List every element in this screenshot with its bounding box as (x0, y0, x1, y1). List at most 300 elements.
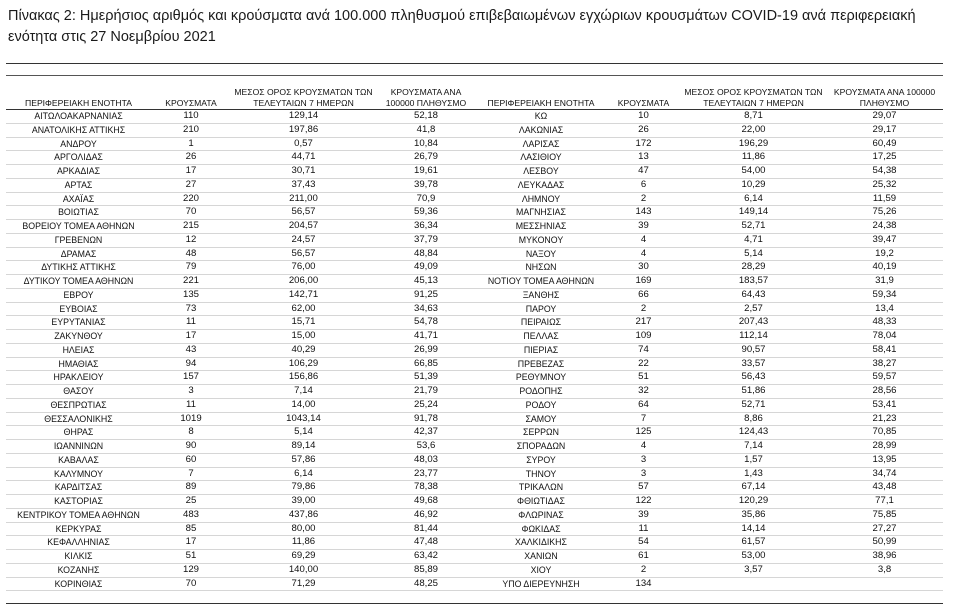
avg7-right: 53,00 (681, 550, 826, 564)
avg7-left: 56,57 (231, 206, 376, 220)
avg7-right: 124,43 (681, 426, 826, 440)
region-name-right: ΞΑΝΘΗΣ (476, 288, 606, 302)
table-row (6, 151, 943, 165)
avg7-right: 1,43 (681, 467, 826, 481)
cases-left: 7 (151, 467, 231, 481)
per100k-left: 54,78 (376, 316, 476, 330)
per100k-left: 36,34 (376, 220, 476, 234)
region-name-right: ΤΡΙΚΑΛΩΝ (476, 481, 606, 495)
header-cases-right: ΚΡΟΥΣΜΑΤΑ (606, 87, 681, 110)
cases-right: 217 (606, 316, 681, 330)
avg7-left: 197,86 (231, 123, 376, 137)
header-per100k-right: ΚΡΟΥΣΜΑΤΑ ΑΝΑ 100000 ΠΛΗΘΥΣΜΟ (826, 87, 943, 110)
table-row (6, 343, 943, 357)
per100k-left: 48,03 (376, 453, 476, 467)
avg7-right: 183,57 (681, 275, 826, 289)
cases-right: 10 (606, 110, 681, 124)
per100k-right: 29,07 (826, 110, 943, 124)
region-name-left: ΘΗΡΑΣ (6, 426, 151, 440)
per100k-left: 48,25 (376, 577, 476, 591)
avg7-right: 22,00 (681, 123, 826, 137)
per100k-left: 63,42 (376, 550, 476, 564)
avg7-right: 10,29 (681, 178, 826, 192)
avg7-left: 156,86 (231, 371, 376, 385)
cases-left: 60 (151, 453, 231, 467)
per100k-right: 60,49 (826, 137, 943, 151)
avg7-right: 120,29 (681, 495, 826, 509)
avg7-left: 206,00 (231, 275, 376, 289)
region-name-left: ΑΝΔΡΟΥ (6, 137, 151, 151)
avg7-right: 3,57 (681, 563, 826, 577)
region-name-right: ΛΑΣΙΘΙΟΥ (476, 151, 606, 165)
avg7-left: 57,86 (231, 453, 376, 467)
avg7-right: 112,14 (681, 330, 826, 344)
table-row (6, 165, 943, 179)
table-row (6, 467, 943, 481)
cases-left: 220 (151, 192, 231, 206)
avg7-right: 51,86 (681, 385, 826, 399)
bottom-rule (6, 603, 943, 604)
cases-right: 47 (606, 165, 681, 179)
region-name-left: ΒΟΙΩΤΙΑΣ (6, 206, 151, 220)
table-row (6, 330, 943, 344)
per100k-left: 39,78 (376, 178, 476, 192)
avg7-left: 106,29 (231, 357, 376, 371)
cases-right: 2 (606, 192, 681, 206)
region-name-right: ΥΠΟ ΔΙΕΡΕΥΝΗΣΗ (476, 577, 606, 591)
avg7-left: 24,57 (231, 233, 376, 247)
per100k-right: 27,27 (826, 522, 943, 536)
table-row (6, 577, 943, 591)
per100k-left: 59,36 (376, 206, 476, 220)
cases-left: 210 (151, 123, 231, 137)
table-row (6, 550, 943, 564)
region-name-right: ΛΕΣΒΟΥ (476, 165, 606, 179)
top-rule (6, 63, 943, 64)
cases-right: 39 (606, 220, 681, 234)
per100k-left: 41,8 (376, 123, 476, 137)
avg7-left: 40,29 (231, 343, 376, 357)
cases-right: 54 (606, 536, 681, 550)
region-name-left: ΑΡΓΟΛΙΔΑΣ (6, 151, 151, 165)
cases-left: 129 (151, 563, 231, 577)
avg7-right: 2,57 (681, 302, 826, 316)
per100k-left: 91,78 (376, 412, 476, 426)
avg7-right: 28,29 (681, 261, 826, 275)
cases-left: 48 (151, 247, 231, 261)
region-name-left: ΚΑΒΑΛΑΣ (6, 453, 151, 467)
cases-left: 483 (151, 508, 231, 522)
avg7-left: 437,86 (231, 508, 376, 522)
avg7-left: 6,14 (231, 467, 376, 481)
cases-right: 22 (606, 357, 681, 371)
region-name-right: ΦΘΙΩΤΙΔΑΣ (476, 495, 606, 509)
table-row (6, 385, 943, 399)
per100k-left: 46,92 (376, 508, 476, 522)
per100k-left: 45,13 (376, 275, 476, 289)
per100k-right: 40,19 (826, 261, 943, 275)
avg7-left: 0,57 (231, 137, 376, 151)
cases-right: 2 (606, 563, 681, 577)
cases-right: 6 (606, 178, 681, 192)
cases-right: 4 (606, 440, 681, 454)
region-name-left: ΔΥΤΙΚΟΥ ΤΟΜΕΑ ΑΘΗΝΩΝ (6, 275, 151, 289)
region-name-right: ΠΑΡΟΥ (476, 302, 606, 316)
table-row (6, 426, 943, 440)
region-name-left: ΚΑΣΤΟΡΙΑΣ (6, 495, 151, 509)
cases-left: 221 (151, 275, 231, 289)
table-row (6, 233, 943, 247)
region-name-right: ΠΕΛΛΑΣ (476, 330, 606, 344)
per100k-left: 47,48 (376, 536, 476, 550)
cases-left: 94 (151, 357, 231, 371)
region-name-right: ΣΥΡΟΥ (476, 453, 606, 467)
per100k-right: 75,26 (826, 206, 943, 220)
avg7-right: 90,57 (681, 343, 826, 357)
avg7-left: 140,00 (231, 563, 376, 577)
avg7-right: 52,71 (681, 398, 826, 412)
table-row (6, 357, 943, 371)
table-row (6, 316, 943, 330)
avg7-left: 14,00 (231, 398, 376, 412)
cases-right: 66 (606, 288, 681, 302)
per100k-right: 34,74 (826, 467, 943, 481)
avg7-right: 196,29 (681, 137, 826, 151)
region-name-right: ΜΑΓΝΗΣΙΑΣ (476, 206, 606, 220)
cases-right: 51 (606, 371, 681, 385)
region-name-right: ΡΟΔΟΥ (476, 398, 606, 412)
region-name-left: ΕΒΡΟΥ (6, 288, 151, 302)
per100k-left: 25,24 (376, 398, 476, 412)
table-row (6, 495, 943, 509)
region-name-left: ΚΟΖΑΝΗΣ (6, 563, 151, 577)
cases-left: 11 (151, 316, 231, 330)
region-name-right: ΡΕΘΥΜΝΟΥ (476, 371, 606, 385)
header-avg7-right: ΜΕΣΟΣ ΟΡΟΣ ΚΡΟΥΣΜΑΤΩΝ ΤΩΝ ΤΕΛΕΥΤΑΙΩΝ 7 ΗΜΕΡΩΝ (681, 87, 826, 110)
avg7-left: 71,29 (231, 577, 376, 591)
avg7-right: 8,86 (681, 412, 826, 426)
avg7-left: 142,71 (231, 288, 376, 302)
region-name-right: ΠΡΕΒΕΖΑΣ (476, 357, 606, 371)
per100k-left: 51,39 (376, 371, 476, 385)
cases-right: 4 (606, 247, 681, 261)
avg7-left: 62,00 (231, 302, 376, 316)
per100k-right: 29,17 (826, 123, 943, 137)
per100k-left: 53,6 (376, 440, 476, 454)
table-row (6, 508, 943, 522)
region-name-left: ΔΥΤΙΚΗΣ ΑΤΤΙΚΗΣ (6, 261, 151, 275)
cases-left: 215 (151, 220, 231, 234)
per100k-right: 78,04 (826, 330, 943, 344)
avg7-left: 89,14 (231, 440, 376, 454)
region-name-right: ΦΩΚΙΔΑΣ (476, 522, 606, 536)
cases-right: 169 (606, 275, 681, 289)
per100k-left: 70,9 (376, 192, 476, 206)
per100k-left: 19,61 (376, 165, 476, 179)
region-name-left: ΓΡΕΒΕΝΩΝ (6, 233, 151, 247)
per100k-right: 19,2 (826, 247, 943, 261)
per100k-left: 41,71 (376, 330, 476, 344)
per100k-right: 38,27 (826, 357, 943, 371)
per100k-left: 21,79 (376, 385, 476, 399)
region-name-right: ΜΥΚΟΝΟΥ (476, 233, 606, 247)
cases-left: 70 (151, 206, 231, 220)
region-name-left: ΘΑΣΟΥ (6, 385, 151, 399)
region-name-left: ΚΑΛΥΜΝΟΥ (6, 467, 151, 481)
region-name-right: ΠΙΕΡΙΑΣ (476, 343, 606, 357)
region-name-left: ΔΡΑΜΑΣ (6, 247, 151, 261)
avg7-left: 11,86 (231, 536, 376, 550)
per100k-right: 38,96 (826, 550, 943, 564)
per100k-right: 59,57 (826, 371, 943, 385)
cases-left: 17 (151, 165, 231, 179)
table-row (6, 247, 943, 261)
avg7-right: 6,14 (681, 192, 826, 206)
region-name-left: ΑΡΚΑΔΙΑΣ (6, 165, 151, 179)
avg7-right: 4,71 (681, 233, 826, 247)
per100k-right: 75,85 (826, 508, 943, 522)
avg7-right: 67,14 (681, 481, 826, 495)
table-row (6, 563, 943, 577)
avg7-left: 37,43 (231, 178, 376, 192)
region-name-right: ΣΑΜΟΥ (476, 412, 606, 426)
table-row (6, 398, 943, 412)
header-per100k-left: ΚΡΟΥΣΜΑΤΑ ΑΝΑ 100000 ΠΛΗΘΥΣΜΟ (376, 87, 476, 110)
region-name-right: ΛΑΚΩΝΙΑΣ (476, 123, 606, 137)
avg7-left: 39,00 (231, 495, 376, 509)
avg7-left: 69,29 (231, 550, 376, 564)
cases-left: 157 (151, 371, 231, 385)
cases-right: 32 (606, 385, 681, 399)
region-name-left: ΚΕΝΤΡΙΚΟΥ ΤΟΜΕΑ ΑΘΗΝΩΝ (6, 508, 151, 522)
avg7-left: 80,00 (231, 522, 376, 536)
cases-left: 90 (151, 440, 231, 454)
per100k-left: 52,18 (376, 110, 476, 124)
header-rule (6, 75, 943, 76)
table-row (6, 220, 943, 234)
avg7-left: 7,14 (231, 385, 376, 399)
cases-right: 11 (606, 522, 681, 536)
table-row (6, 302, 943, 316)
avg7-left: 129,14 (231, 110, 376, 124)
per100k-right: 13,95 (826, 453, 943, 467)
avg7-right: 64,43 (681, 288, 826, 302)
cases-right: 125 (606, 426, 681, 440)
region-name-right: ΝΑΞΟΥ (476, 247, 606, 261)
per100k-right: 58,41 (826, 343, 943, 357)
per100k-left: 42,37 (376, 426, 476, 440)
avg7-left: 15,71 (231, 316, 376, 330)
per100k-left: 66,85 (376, 357, 476, 371)
avg7-left: 76,00 (231, 261, 376, 275)
region-name-left: ΘΕΣΣΑΛΟΝΙΚΗΣ (6, 412, 151, 426)
per100k-right: 3,8 (826, 563, 943, 577)
avg7-right: 35,86 (681, 508, 826, 522)
region-name-left: ΑΝΑΤΟΛΙΚΗΣ ΑΤΤΙΚΗΣ (6, 123, 151, 137)
per100k-right: 70,85 (826, 426, 943, 440)
per100k-right: 28,56 (826, 385, 943, 399)
cases-left: 17 (151, 536, 231, 550)
cases-left: 8 (151, 426, 231, 440)
cases-right: 61 (606, 550, 681, 564)
per100k-left: 49,09 (376, 261, 476, 275)
region-name-left: ΚΙΛΚΙΣ (6, 550, 151, 564)
cases-left: 12 (151, 233, 231, 247)
avg7-right: 5,14 (681, 247, 826, 261)
region-name-right: ΧΑΛΚΙΔΙΚΗΣ (476, 536, 606, 550)
table-row (6, 440, 943, 454)
per100k-right: 13,4 (826, 302, 943, 316)
table-row (6, 110, 943, 124)
cases-left: 1 (151, 137, 231, 151)
cases-left: 17 (151, 330, 231, 344)
avg7-right: 61,57 (681, 536, 826, 550)
cases-right: 122 (606, 495, 681, 509)
cases-right: 2 (606, 302, 681, 316)
per100k-right: 25,32 (826, 178, 943, 192)
table-row (6, 275, 943, 289)
cases-right: 30 (606, 261, 681, 275)
cases-right: 3 (606, 467, 681, 481)
cases-left: 70 (151, 577, 231, 591)
table-caption: Πίνακας 2: Ημερήσιος αριθμός και κρούσματα ανά 100.000 πληθυσμού επιβεβαιωμένων εγχώριων κρουσμάτων COVID-19 ανά περιφερειακή ενότητα στις 27 Νοεμβρίου 2021 (8, 8, 916, 45)
table-row (6, 412, 943, 426)
region-name-left: ΗΛΕΙΑΣ (6, 343, 151, 357)
cases-left: 25 (151, 495, 231, 509)
cases-right: 64 (606, 398, 681, 412)
avg7-right: 56,43 (681, 371, 826, 385)
table-row (6, 206, 943, 220)
table-row (6, 261, 943, 275)
cases-right: 39 (606, 508, 681, 522)
cases-right: 74 (606, 343, 681, 357)
table-row (6, 137, 943, 151)
cases-right: 7 (606, 412, 681, 426)
avg7-right: 33,57 (681, 357, 826, 371)
per100k-right: 28,99 (826, 440, 943, 454)
table-row (6, 371, 943, 385)
region-name-left: ΚΕΦΑΛΛΗΝΙΑΣ (6, 536, 151, 550)
per100k-left: 49,68 (376, 495, 476, 509)
per100k-left: 81,44 (376, 522, 476, 536)
table-row (6, 536, 943, 550)
avg7-left: 5,14 (231, 426, 376, 440)
region-name-left: ΗΜΑΘΙΑΣ (6, 357, 151, 371)
avg7-left: 56,57 (231, 247, 376, 261)
per100k-left: 10,84 (376, 137, 476, 151)
region-name-left: ΑΙΤΩΛΟΑΚΑΡΝΑΝΙΑΣ (6, 110, 151, 124)
region-name-right: ΡΟΔΟΠΗΣ (476, 385, 606, 399)
table-header-row (6, 87, 943, 110)
region-name-right: ΜΕΣΣΗΝΙΑΣ (476, 220, 606, 234)
avg7-right: 1,57 (681, 453, 826, 467)
cases-left: 26 (151, 151, 231, 165)
region-name-right: ΣΠΟΡΑΔΩΝ (476, 440, 606, 454)
avg7-right: 207,43 (681, 316, 826, 330)
avg7-right: 54,00 (681, 165, 826, 179)
region-name-left: ΚΕΡΚΥΡΑΣ (6, 522, 151, 536)
cases-right: 3 (606, 453, 681, 467)
region-name-left: ΑΡΤΑΣ (6, 178, 151, 192)
per100k-left: 85,89 (376, 563, 476, 577)
table-row (6, 123, 943, 137)
per100k-left: 26,79 (376, 151, 476, 165)
avg7-right: 11,86 (681, 151, 826, 165)
table-row (6, 192, 943, 206)
per100k-right: 31,9 (826, 275, 943, 289)
per100k-right: 21,23 (826, 412, 943, 426)
per100k-left: 91,25 (376, 288, 476, 302)
avg7-left: 1043,14 (231, 412, 376, 426)
per100k-right: 39,47 (826, 233, 943, 247)
cases-left: 73 (151, 302, 231, 316)
cases-right: 4 (606, 233, 681, 247)
avg7-right: 7,14 (681, 440, 826, 454)
region-name-left: ΘΕΣΠΡΩΤΙΑΣ (6, 398, 151, 412)
avg7-left: 204,57 (231, 220, 376, 234)
table-row (6, 453, 943, 467)
per100k-right: 11,59 (826, 192, 943, 206)
per100k-left: 37,79 (376, 233, 476, 247)
cases-right: 57 (606, 481, 681, 495)
avg7-left: 44,71 (231, 151, 376, 165)
avg7-right (681, 577, 826, 591)
region-name-right: ΧΑΝΙΩΝ (476, 550, 606, 564)
cases-left: 85 (151, 522, 231, 536)
cases-right: 109 (606, 330, 681, 344)
avg7-right: 52,71 (681, 220, 826, 234)
region-name-right: ΦΛΩΡΙΝΑΣ (476, 508, 606, 522)
cases-right: 143 (606, 206, 681, 220)
cases-left: 110 (151, 110, 231, 124)
per100k-right: 54,38 (826, 165, 943, 179)
cases-right: 172 (606, 137, 681, 151)
per100k-right: 48,33 (826, 316, 943, 330)
table-body (6, 110, 943, 591)
per100k-right: 59,34 (826, 288, 943, 302)
per100k-left: 26,99 (376, 343, 476, 357)
region-name-right: ΝΟΤΙΟΥ ΤΟΜΕΑ ΑΘΗΝΩΝ (476, 275, 606, 289)
header-avg7-left: ΜΕΣΟΣ ΟΡΟΣ ΚΡΟΥΣΜΑΤΩΝ ΤΩΝ ΤΕΛΕΥΤΑΙΩΝ 7 ΗΜΕΡΩΝ (231, 87, 376, 110)
region-name-right: ΣΕΡΡΩΝ (476, 426, 606, 440)
region-name-left: ΚΟΡΙΝΘΙΑΣ (6, 577, 151, 591)
cases-left: 27 (151, 178, 231, 192)
table-row (6, 522, 943, 536)
table-row (6, 178, 943, 192)
avg7-right: 8,71 (681, 110, 826, 124)
cases-right: 26 (606, 123, 681, 137)
per100k-left: 34,63 (376, 302, 476, 316)
cases-left: 11 (151, 398, 231, 412)
region-name-right: ΚΩ (476, 110, 606, 124)
cases-left: 89 (151, 481, 231, 495)
region-name-left: ΕΥΡΥΤΑΝΙΑΣ (6, 316, 151, 330)
region-name-left: ΕΥΒΟΙΑΣ (6, 302, 151, 316)
region-name-right: ΠΕΙΡΑΙΩΣ (476, 316, 606, 330)
per100k-right: 50,99 (826, 536, 943, 550)
covid-regional-table (6, 87, 943, 591)
cases-left: 51 (151, 550, 231, 564)
region-name-right: ΛΗΜΝΟΥ (476, 192, 606, 206)
avg7-left: 79,86 (231, 481, 376, 495)
per100k-right: 43,48 (826, 481, 943, 495)
table-row (6, 288, 943, 302)
region-name-right: ΧΙΟΥ (476, 563, 606, 577)
cases-left: 1019 (151, 412, 231, 426)
table-row (6, 481, 943, 495)
region-name-right: ΛΑΡΙΣΑΣ (476, 137, 606, 151)
header-region-left: ΠΕΡΙΦΕΡΕΙΑΚΗ ΕΝΟΤΗΤΑ (6, 87, 151, 110)
